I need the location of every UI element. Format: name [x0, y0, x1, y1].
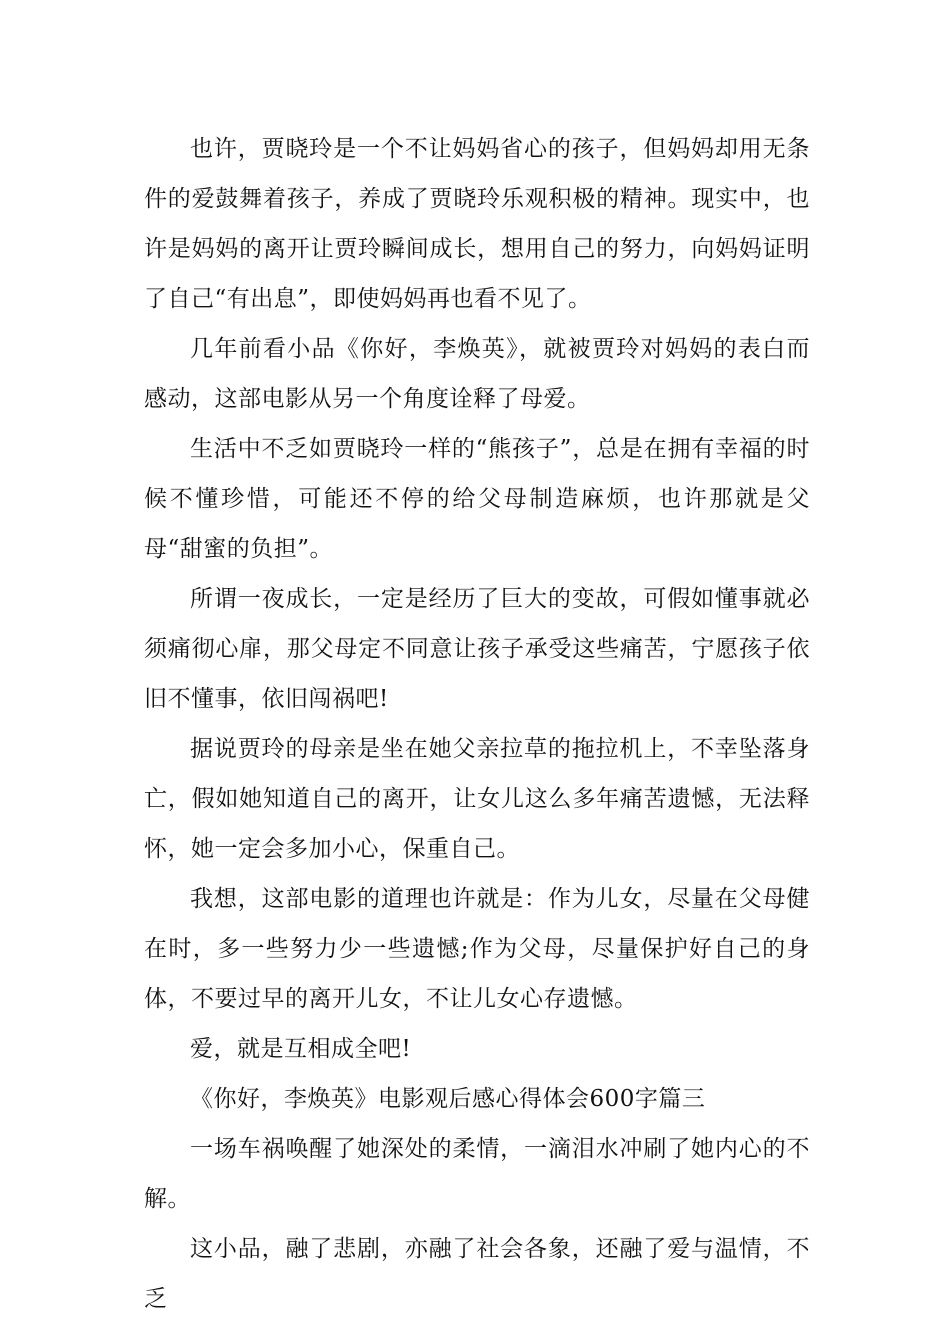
- paragraph: 据说贾玲的母亲是坐在她父亲拉草的拖拉机上，不幸坠落身亡，假如她知道自己的离开，让女儿这么多年痛苦遗憾，无法释怀，她一定会多加小心，保重自己。: [144, 736, 810, 862]
- paragraph: 这小品，融了悲剧，亦融了社会各象，还融了爱与温情，不乏: [144, 1236, 810, 1312]
- paragraph: 生活中不乏如贾晓玲一样的“熊孩子”，总是在拥有幸福的时候不懂珍惜，可能还不停的给父母制造麻烦，也许那就是父母“甜蜜的负担”。: [144, 436, 810, 562]
- document-body: [144, 124, 810, 1324]
- paragraph: 也许，贾晓玲是一个不让妈妈省心的孩子，但妈妈却用无条件的爱鼓舞着孩子，养成了贾晓玲乐观积极的精神。现实中，也许是妈妈的离开让贾玲瞬间成长，想用自己的努力，向妈妈证明了自己“有出息”，即使妈妈再也看不见了。: [144, 136, 810, 312]
- section-title: 《你好，李焕英》电影观后感心得体会600字篇三: [190, 1086, 706, 1112]
- paragraph: 一场车祸唤醒了她深处的柔情，一滴泪水冲刷了她内心的不解。: [144, 1136, 810, 1212]
- paragraph: 爱，就是互相成全吧!: [190, 1036, 412, 1062]
- paragraph: 所谓一夜成长，一定是经历了巨大的变故，可假如懂事就必须痛彻心扉，那父母定不同意让孩子承受这些痛苦，宁愿孩子依旧不懂事，依旧闯祸吧!: [144, 586, 810, 712]
- paragraph: 我想，这部电影的道理也许就是：作为儿女，尽量在父母健在时，多一些努力少一些遗憾;作为父母，尽量保护好自己的身体，不要过早的离开儿女，不让儿女心存遗憾。: [144, 886, 810, 1012]
- paragraph: 几年前看小品《你好，李焕英》，就被贾玲对妈妈的表白而感动，这部电影从另一个角度诠释了母爱。: [144, 336, 810, 412]
